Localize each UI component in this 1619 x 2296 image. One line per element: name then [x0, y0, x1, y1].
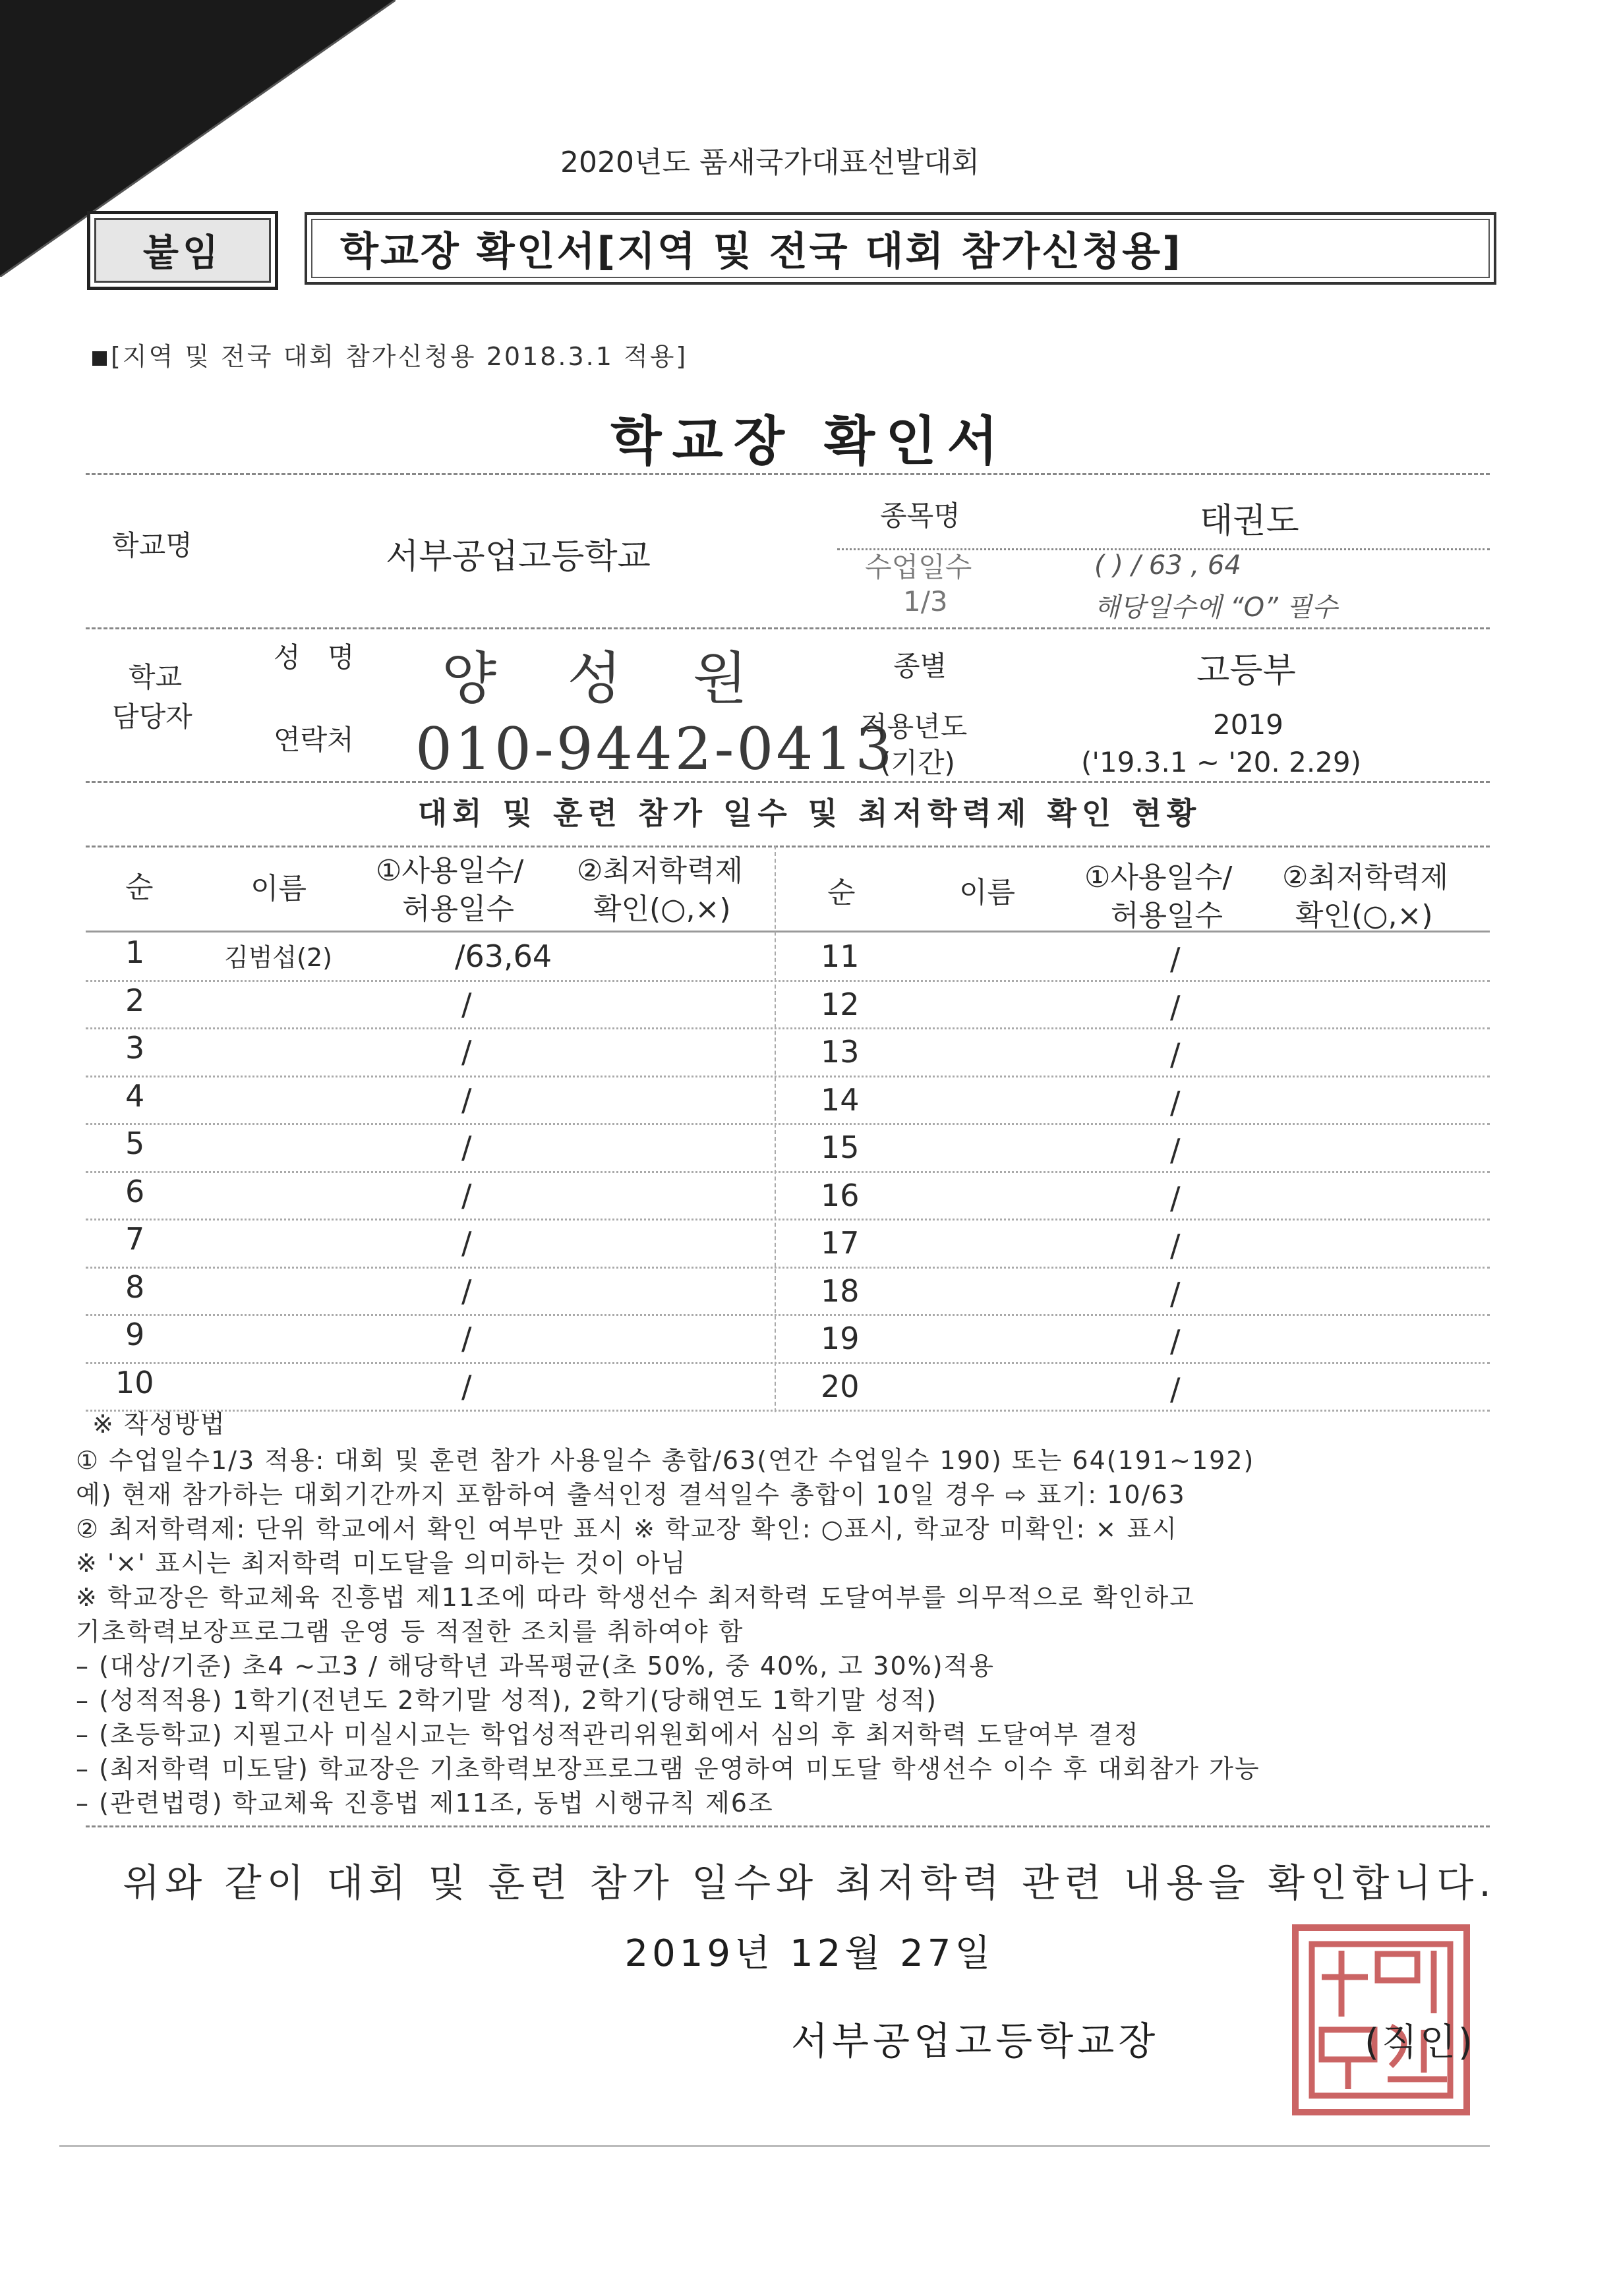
header-name-left: 이름 — [250, 872, 307, 905]
header-days-left-2: 허용일수 — [402, 892, 515, 926]
year-label-1: 적용년도 — [860, 710, 968, 743]
row-days: / — [1170, 1037, 1181, 1072]
contact-label: 연락처 — [274, 724, 354, 756]
row-days: / — [1170, 941, 1181, 977]
divider — [59, 2145, 1490, 2147]
year-label-2: (기간) — [880, 747, 955, 779]
divider — [86, 473, 1490, 475]
year-period: ('19.3.1 ~ '20. 2.29) — [1081, 746, 1362, 778]
row-days: / — [1170, 1323, 1181, 1359]
row-no: 6 — [125, 1173, 145, 1209]
instruction-line: ① 수업일수1/3 적용: 대회 및 훈련 참가 사용일수 총합/63(연간 수업일수 190) 또는 64(191~192) — [76, 1446, 1255, 1475]
row-no: 18 — [821, 1273, 860, 1309]
row-no: 2 — [125, 982, 145, 1018]
classdays-label-2: 1/3 — [903, 585, 948, 617]
row-no: 19 — [821, 1321, 860, 1356]
form-title-box: 학교장 확인서[지역 및 전국 대회 참가신청용] — [305, 212, 1496, 285]
row-days: / — [461, 1177, 472, 1213]
row-no: 15 — [821, 1130, 860, 1165]
form-note — [92, 336, 688, 372]
confirmation-statement: 위와 같이 대회 및 훈련 참가 일수와 최저학력 관련 내용을 확인합니다. — [123, 1860, 1496, 1905]
row-days: / — [461, 1321, 472, 1356]
form-note-text: [지역 및 전국 대회 참가신청용 2018.3.1 적용] — [111, 342, 688, 371]
instruction-line: – (관련법령) 학교체육 진흥법 제11조, 동법 시행규칙 제6조 — [76, 1789, 774, 1818]
classdays-note: 해당일수에 “O” 필수 — [1094, 592, 1338, 623]
table-caption: 대회 및 훈련 참가 일수 및 최저학력제 확인 현황 — [417, 795, 1202, 831]
row-days: / — [461, 1081, 472, 1118]
header-check-left-2: 확인(○,×) — [593, 892, 731, 926]
instruction-line: – (성적적용) 1학기(전년도 2학기말 성적), 2학기(당해연도 1학기말 성적) — [76, 1686, 937, 1715]
school-value: 서부공업고등학교 — [386, 537, 651, 577]
year-value: 2019 — [1213, 708, 1283, 741]
row-days: / — [1170, 1275, 1181, 1311]
row-rule — [86, 980, 1490, 982]
row-days: / — [461, 1034, 472, 1070]
row-rule — [86, 1267, 1490, 1269]
row-no: 8 — [125, 1269, 145, 1305]
row-no: 11 — [821, 938, 860, 974]
instruction-line: – (최저학력 미도달) 학교장은 기초학력보장프로그램 운영하여 미도달 학생선수 이수 후 대회참가 가능 — [76, 1754, 1260, 1783]
row-days: / — [461, 1130, 472, 1165]
principal-name: 서부공업고등학교장 — [791, 2019, 1160, 2063]
row-days: / — [461, 1273, 472, 1309]
row-no: 14 — [821, 1081, 860, 1118]
category-value: 고등부 — [1196, 651, 1296, 691]
divider — [86, 627, 1490, 629]
row-no: 10 — [115, 1364, 154, 1400]
table-divider — [775, 846, 776, 1412]
header-check-right-2: 확인(○,×) — [1295, 899, 1433, 933]
instruction-line: ※ '×' 표시는 최저학력 미도달을 의미하는 것이 아님 — [76, 1549, 687, 1578]
row-rule — [86, 1171, 1490, 1173]
row-no: 5 — [125, 1126, 145, 1161]
instruction-line: 기초학력보장프로그램 운영 등 적절한 조치를 취하여야 함 — [76, 1617, 744, 1646]
row-rule — [86, 1027, 1490, 1029]
main-title: 학교장 확인서 — [610, 411, 1009, 472]
header-name-right: 이름 — [959, 876, 1016, 909]
row-no: 9 — [125, 1317, 145, 1352]
header-days-right-2: 허용일수 — [1111, 899, 1223, 933]
square-bullet-icon — [92, 351, 107, 366]
handwritten-name: 양 성 원 — [442, 646, 774, 712]
instruction-line: 예) 현재 참가하는 대회기간까지 포함하여 출석인정 결석일수 총합이 10일 경우 ⇨ 표기: 10/63 — [76, 1480, 1186, 1509]
row-days: / — [1170, 1180, 1181, 1216]
row-days: / — [1170, 1371, 1181, 1407]
instructions-heading: ※ 작성방법 — [92, 1410, 226, 1439]
row-no: 20 — [821, 1368, 860, 1404]
header-days-right-1: ①사용일수/ — [1084, 861, 1233, 894]
row-no: 12 — [821, 986, 860, 1022]
row-no: 1 — [125, 934, 145, 970]
divider — [86, 1825, 1490, 1827]
header-check-left-1: ②최저학력제 — [577, 854, 743, 888]
staff-label-2: 담당자 — [112, 701, 192, 733]
row-days: / — [1170, 1228, 1181, 1263]
row-no: 7 — [125, 1221, 145, 1257]
row-rule — [86, 1362, 1490, 1364]
row-rule — [86, 1219, 1490, 1220]
instruction-line: ※ 학교장은 학교체육 진흥법 제11조에 따라 학생선수 최저학력 도달여부를 의무적으로 확인하고 — [76, 1583, 1195, 1612]
instruction-line: – (대상/기준) 초4 ~고3 / 해당학년 과목평균(초 50%, 중 40%, 고 30%)적용 — [76, 1651, 995, 1680]
classdays-label-1: 수업일수 — [865, 551, 972, 583]
attachment-badge: 붙임 — [87, 211, 278, 290]
header-check-right-1: ②최저학력제 — [1282, 861, 1448, 894]
row-no: 17 — [821, 1225, 860, 1261]
row-rule — [86, 1314, 1490, 1316]
row-no: 4 — [125, 1077, 145, 1114]
row-days: / — [461, 1225, 472, 1261]
category-label: 종별 — [893, 650, 947, 682]
row-no: 13 — [821, 1034, 860, 1070]
seal-mark: (직인) — [1365, 2021, 1475, 2064]
classdays-value: ( ) / 63 , 64 — [1094, 550, 1241, 581]
name-label: 성 명 — [274, 641, 364, 674]
row-rule — [86, 1076, 1490, 1077]
header-days-left-1: ①사용일수/ — [376, 854, 524, 888]
header-no-right: 순 — [827, 876, 856, 909]
row-no: 16 — [821, 1177, 860, 1213]
row-rule — [86, 1123, 1490, 1125]
row-rule — [86, 1410, 1490, 1412]
row-days: / — [461, 986, 472, 1022]
sport-label: 종목명 — [880, 500, 960, 532]
sport-value: 태권도 — [1200, 502, 1299, 541]
table-header-rule — [86, 931, 1490, 933]
row-days: / — [1170, 989, 1181, 1025]
row-no: 3 — [125, 1030, 145, 1066]
handwritten-contact: 010-9442-0413 — [415, 715, 895, 783]
issue-date: 2019년 12월 27일 — [624, 1932, 995, 1975]
row-name: 김범섭(2) — [224, 943, 332, 972]
header-no-left: 순 — [125, 871, 154, 904]
school-label: 학교명 — [112, 529, 192, 561]
row-days: / — [1170, 1084, 1181, 1120]
row-days: / — [461, 1368, 472, 1404]
row-days: /63,64 — [455, 938, 552, 974]
staff-label-1: 학교 — [129, 661, 183, 693]
table-top-rule — [86, 846, 1490, 847]
row-days: / — [1170, 1132, 1181, 1168]
instruction-line: – (초등학교) 지필고사 미실시교는 학업성적관리위원회에서 심의 후 최저학력 도달여부 결정 — [76, 1720, 1140, 1749]
instruction-line: ② 최저학력제: 단위 학교에서 확인 여부만 표시 ※ 학교장 확인: ○표시, 학교장 미확인: × 표시 — [76, 1514, 1178, 1543]
event-title: 2020년도 품새국가대표선발대회 — [560, 146, 980, 179]
